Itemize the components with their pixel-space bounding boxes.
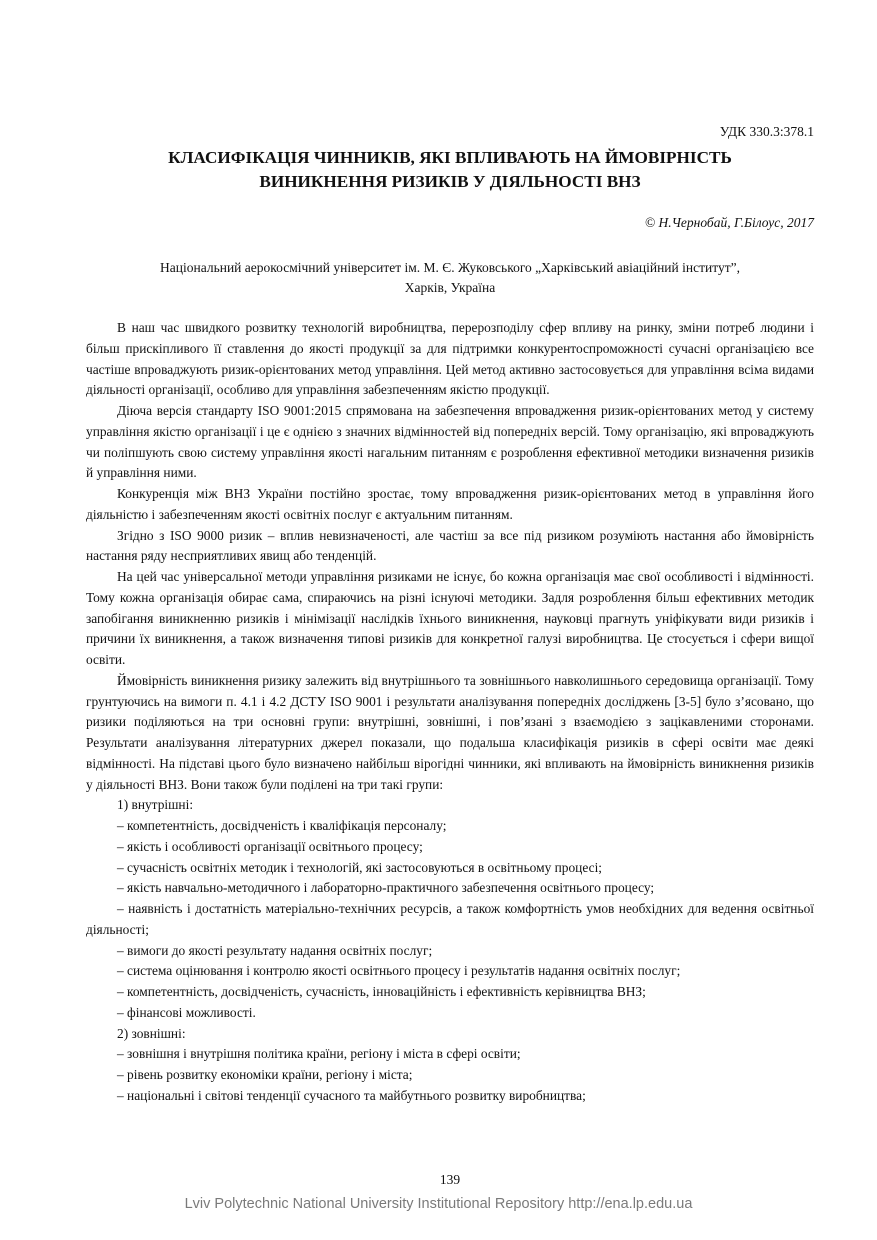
list-heading-external: 2) зовнішні: xyxy=(117,1025,186,1041)
paper-page xyxy=(86,0,814,1240)
article-body xyxy=(86,318,814,1107)
title-line-1: КЛАСИФІКАЦІЯ ЧИННИКІВ, ЯКІ ВПЛИВАЮТЬ НА ЙМОВІРНІСТЬ xyxy=(168,148,732,167)
list-item: – якість навчально-методичного і лабораторно-практичного забезпечення освітнього процесу; xyxy=(117,880,655,896)
body-paragraph: Діюча версія стандарту ISO 9001:2015 спрямована на забезпечення впровадження ризик-орієнтованих метод у систему управління якістю організації і це є однією з значних відмінностей від попередніх версій. Тому організацію, які впроваджують чи поліпшують свою систему управління якості нагальним питанням є розроблення ефективної методики визначення ризиків й управління ними. xyxy=(86,403,814,481)
udk-code: УДК 330.3:378.1 xyxy=(719,124,814,139)
affiliation-line-2: Харків, Україна xyxy=(404,280,496,295)
list-item: – вимоги до якості результату надання освітніх послуг; xyxy=(117,942,433,958)
body-paragraph: Згідно з ISO 9000 ризик – вплив невизначеності, але частіш за все під ризиком розуміють настання або ймовірність настання ряду несприятливих явищ або тенденцій. xyxy=(86,527,814,564)
title-line-2: ВИНИКНЕННЯ РИЗИКІВ У ДІЯЛЬНОСТІ ВНЗ xyxy=(259,172,641,191)
list-item: – національні і світові тенденції сучасного та майбутнього розвитку виробництва; xyxy=(117,1087,586,1103)
article-title xyxy=(86,146,814,194)
list-item: – сучасність освітніх методик і технологій, які застосовуються в освітньому процесі; xyxy=(117,859,603,875)
list-item: – компетентність, досвідченість, сучасність, інноваційність і ефективність керівництва ВНЗ; xyxy=(117,984,646,999)
list-item: – рівень розвитку економіки країни, регіону і міста; xyxy=(117,1067,413,1082)
affiliation xyxy=(86,258,814,298)
body-paragraph: В наш час швидкого розвитку технологій виробництва, перерозподілу сфер впливу на ринку, зміни потреб людини і більш прискіпливого її ставлення до якості продукції за для підтримки конкурентоспроможності сучасні організацією все частіше впроваджують ризик-орієнтованих метод управління. Цей метод активно застосовується для управління всіма видами діяльності організації, особливо для управління забезпеченням якістю продукції. xyxy=(86,320,814,398)
list-item: – якість і особливості організації освітнього процесу; xyxy=(117,838,423,854)
body-paragraph: Конкуренція між ВНЗ України постійно зростає, тому впровадження ризик-орієнтованих метод в управління його діяльністю і забезпеченням якості освітніх послуг є актуальним питанням. xyxy=(86,486,814,522)
copyright-authors: © Н.Чернобай, Г.Білоус, 2017 xyxy=(644,215,814,230)
list-item: – компетентність, досвідченість і кваліфікація персоналу; xyxy=(117,818,447,833)
list-item: – наявність і достатність матеріально-технічних ресурсів, а також комфортність умов необхідних для ведення освітньої діяльності; xyxy=(86,901,814,937)
affiliation-line-1: Національний аерокосмічний університет ім. М. Є. Жуковського „Харківський авіаційний інститут”, xyxy=(160,260,740,275)
repository-footer: Lviv Polytechnic National University Institutional Repository http://ena.lp.edu.ua xyxy=(184,1196,693,1212)
body-paragraph: На цей час універсальної методи управління ризиками не існує, бо кожна організація має свої особливості і відмінності. Тому кожна організація обирає сама, спираючись на різні існуючі методики. Задля розроблення більш ефективних методик запобігання виникненню ризиків і мінімізації наслідків їхнього виникнення, науковці прагнуть уніфікувати види ризиків і причини їх виникнення, а також визначення типові ризиків для конкретної галузі виробництва. Це стосується і сфери вищої освіти. xyxy=(86,569,814,667)
list-item: – зовнішня і внутрішня політика країни, регіону і міста в сфері освіти; xyxy=(117,1046,521,1062)
list-item: – система оцінювання і контролю якості освітнього процесу і результатів надання освітніх послуг; xyxy=(117,963,681,979)
body-paragraph: Ймовірність виникнення ризику залежить від внутрішнього та зовнішнього навколишнього середовища організації. Тому грунтуючись на вимоги п. 4.1 і 4.2 ДСТУ ISO 9001 і результати аналізування попередніх досліджень [3-5] було з’ясовано, що ризики поділяються на три основні групи: внутрішні, зовнішні, і пов’язані з взаємодією з зацікавленими сторонами. Результати аналізування літературних джерел показали, що подальша класифікація ризиків в сфері освіти має деякі відмінності. На підставі цього було визначено найбільш вірогідні чинники, які впливають на ймовірність виникнення ризиків у діяльності ВНЗ. Вони також були поділені на три такі групи: xyxy=(86,672,814,792)
page-number: 139 xyxy=(439,1172,461,1187)
list-heading-internal: 1) внутрішні: xyxy=(117,797,194,813)
list-item: – фінансові можливості. xyxy=(117,1004,256,1020)
